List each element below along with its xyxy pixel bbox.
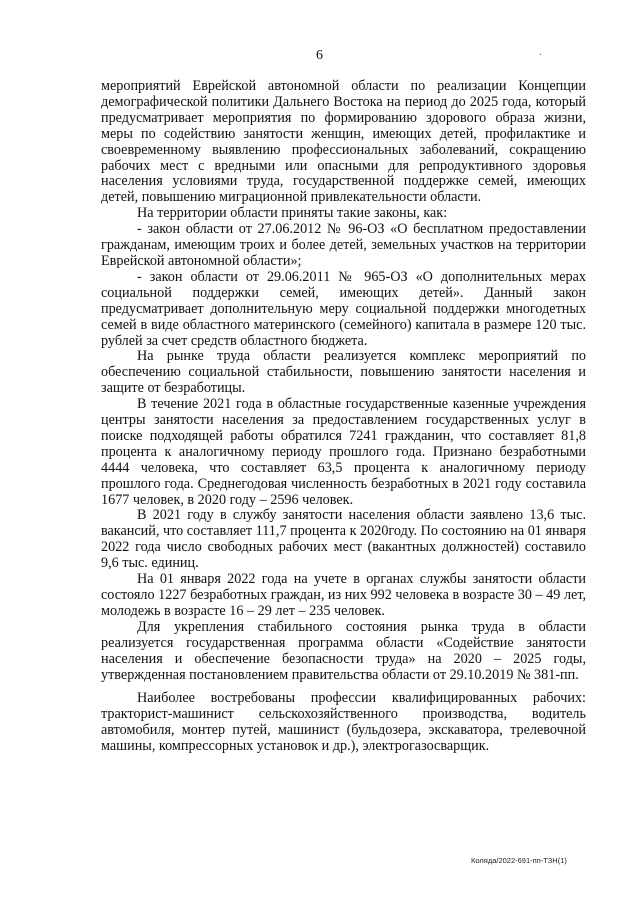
body-text [101, 79, 586, 755]
paragraph-labor-market: На рынке труда области реализуется комплекс мероприятий по обеспечению социальной стабильности, повышению занятости населения и защите от безработицы. [101, 348, 586, 397]
paragraph-unemployed: На 01 января 2022 года на учете в органах службы занятости области состояло 1227 безработных граждан, из них 992 человека в возрасте 30 – 49 лет, молодежь в возрасте 16 – 29 лет – 235 человек. [101, 571, 586, 619]
paragraph-professions: Наиболее востребованы профессии квалифицированных рабочих: тракторист-машинист сельскохозяйственного производства, водитель автомобиля, монтер путей, машинист (бульдозера, экскаватора, трелевочной машины, компрессорных установок и др.), электрогазосварщик. [101, 690, 586, 755]
document-code: Коляда/2022-691-пп-ТЗН(1) [471, 856, 567, 865]
paragraph-vacancies: В 2021 году в службу занятости населения области заявлено 13,6 тыс. вакансий, что составляет 111,7 процента к 2020году. По состоянию на 01 января 2022 года число свободных рабочих мест (вакантных должностей) составило 9,6 тыс. единиц. [101, 507, 586, 572]
paragraph-state-program: Для укрепления стабильного состояния рынка труда в области реализуется государственная программа области «Содействие занятости населения и обеспечение безопасности труда» на 2020 – 2025 годы, утвержденная постановлением правительства области от 29.10.2019 № 381-пп. [101, 618, 586, 683]
paragraph-continuation: мероприятий Еврейской автономной области по реализации Концепции демографической политики Дальнего Востока на период до 2025 года, который предусматривает мероприятия по формированию здорового образа жизни, меры по содействию занятости женщин, имеющих детей, профилактике и своевременному выявлению профессиональных заболеваний, сокращению рабочих мест с вредными или опасными для репродуктивного здоровья населения условиями труда, государственной поддержке семей, имеющих детей, повышению миграционной привлекательности области. [101, 78, 586, 206]
paragraph-law-96: - закон области от 27.06.2012 № 96-ОЗ «О бесплатном предоставлении гражданам, имеющим троих и более детей, земельных участков на территории Еврейской автономной области»; [101, 221, 586, 269]
paragraph-2021-services: В течение 2021 года в областные государственные казенные учреждения центры занятости населения за предоставлением государственных услуг в поиске подходящей работы обратился 7241 гражданин, что составляет 81,8 процента к аналогичному периоду прошлого года. Признано безработными 4444 человека, что составляет 63,5 процента к аналогичному периоду прошлого года. Среднегодовая численность безработных в 2021 году составила 1677 человек, в 2020 году – 2596 человек. [101, 396, 586, 508]
scan-mark: · [539, 50, 543, 61]
paragraph-law-965: - закон области от 29.06.2011 № 965-ОЗ «О дополнительных мерах социальной поддержки семей, имеющих детей». Данный закон предусматривает дополнительную меру социальной поддержки многодетных семей в виде областного материнского (семейного) капитала в размере 120 тыс. рублей за счет средств областного бюджета. [101, 268, 586, 349]
page-number: 6 [316, 48, 323, 63]
paragraph-laws-intro: На территории области приняты такие законы, как: [137, 205, 448, 222]
